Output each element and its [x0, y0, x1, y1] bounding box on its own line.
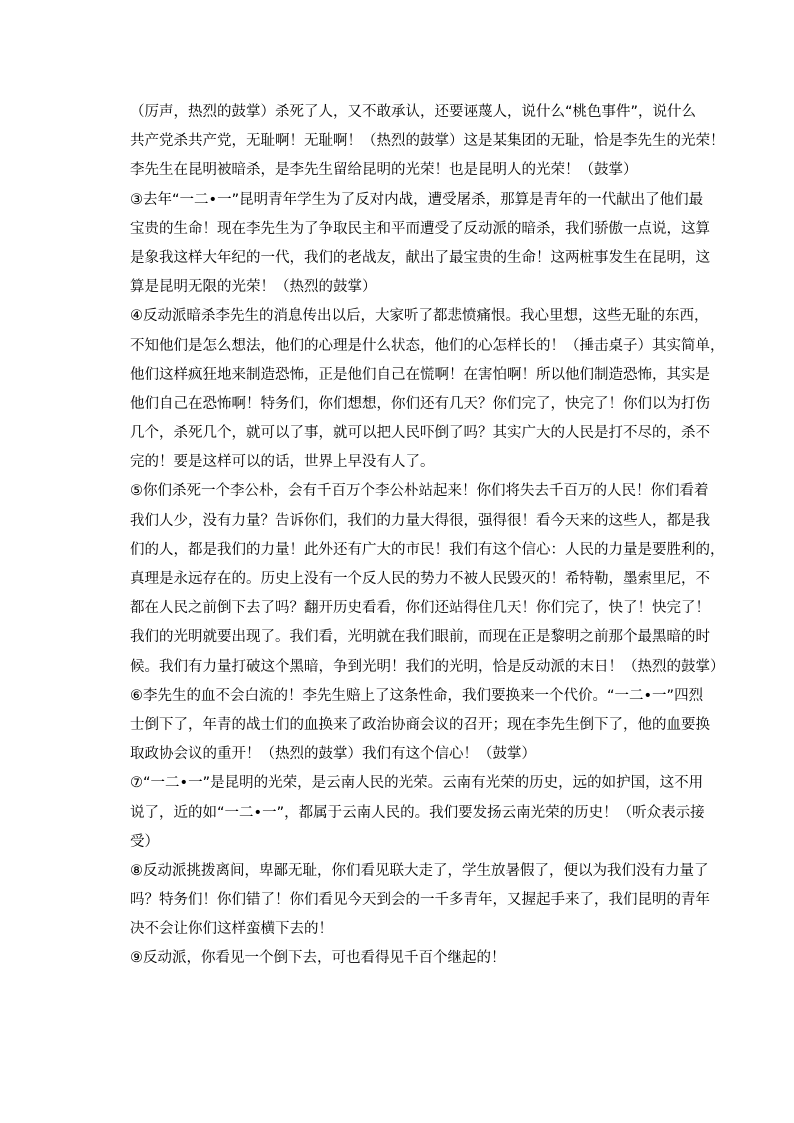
paragraph-8-line-1: ⑧反动派挑拨离间，卑鄙无耻，你们看见联大走了，学生放暑假了，便以为我们没有力量了: [130, 862, 709, 879]
paragraph-5-line-3: 们的人，都是我们的力量！此外还有广大的市民！我们有这个信心：人民的力量是要胜利的，: [130, 541, 725, 558]
paragraph-2-line-1: （厉声，热烈的鼓掌）杀死了人，又不敢承认，还要诬蔑人，说什么“桃色事件”，说什么: [130, 104, 697, 120]
paragraph-7-line-3: 受）: [130, 833, 159, 850]
paragraph-2-line-3: 李先生在昆明被暗杀，是李先生留给昆明的光荣！也是昆明人的光荣！（鼓掌）: [130, 162, 638, 179]
paragraph-5-line-7: 候。我们有力量打破这个黑暗，争到光明！我们的光明，恰是反动派的末日！（热烈的鼓掌）: [130, 658, 725, 675]
document-body: [130, 98, 725, 974]
paragraph-5-line-4: 真理是永远存在的。历史上没有一个反人民的势力不被人民毁灭的！希特勒，墨索里尼，不: [130, 571, 710, 587]
paragraph-3-line-1: ③去年“一二•一”昆明青年学生为了反对内战，遭受屠杀，那算是青年的一代献出了他们最: [130, 191, 704, 208]
paragraph-3-line-4: 算是昆明无限的光荣！（热烈的鼓掌）: [130, 279, 377, 296]
paragraph-5-line-1: ⑤你们杀死一个李公朴，会有千百万个李公朴站起来！你们将失去千百万的人民！你们看着: [130, 483, 709, 500]
paragraph-6-line-1: ⑥李先生的血不会白流的！李先生赔上了这条性命，我们要换来一个代价。“一二•一”四烈: [130, 687, 704, 704]
paragraph-5-line-6: 我们的光明就要出现了。我们看，光明就在我们眼前，而现在正是黎明之前那个最黑暗的时: [130, 629, 710, 646]
paragraph-7-line-1: ⑦“一二•一”是昆明的光荣，是云南人民的光荣。云南有光荣的历史，远的如护国，这不用: [130, 775, 704, 792]
paragraph-4-line-2: 不知他们是怎么想法，他们的心理是什么状态，他们的心怎样长的！（捶击桌子）其实简单，: [130, 337, 725, 354]
paragraph-4-line-3: 他们这样疯狂地来制造恐怖，正是他们自己在慌啊！在害怕啊！所以他们制造恐怖，其实是: [130, 366, 710, 383]
paragraph-9-line-1: ⑨反动派，你看见一个倒下去，可也看得见千百个继起的！: [130, 950, 506, 967]
paragraph-4-line-5: 几个，杀死几个，就可以了事，就可以把人民吓倒了吗？其实广大的人民是打不尽的，杀不: [130, 425, 710, 442]
paragraph-8-line-3: 决不会让你们这样蛮横下去的！: [130, 921, 333, 938]
paragraph-8-line-2: 吗？特务们！你们错了！你们看见今天到会的一千多青年，又握起手来了，我们昆明的青年: [130, 892, 710, 909]
paragraph-4-line-6: 完的！要是这样可以的话，世界上早没有人了。: [130, 454, 435, 471]
paragraph-6-line-2: 士倒下了，年青的战士们的血换来了政治协商会议的召开；现在李先生倒下了，他的血要换: [130, 716, 710, 733]
paragraph-6-line-3: 取政协会议的重开！（热烈的鼓掌）我们有这个信心！（鼓掌）: [130, 746, 536, 763]
paragraph-7-line-2: 说了，近的如“一二•一”，都属于云南人民的。我们要发扬云南光荣的历史！（听众表示接: [130, 804, 705, 821]
paragraph-2-line-2: 共产党杀共产党，无耻啊！无耻啊！（热烈的鼓掌）这是某集团的无耻，恰是李先生的光荣！: [130, 133, 725, 150]
paragraph-5-line-2: 我们人少，没有力量？告诉你们，我们的力量大得很，强得很！看今天来的这些人，都是我: [130, 512, 710, 529]
paragraph-3-line-2: 宝贵的生命！现在李先生为了争取民主和平而遭受了反动派的暗杀，我们骄傲一点说，这算: [130, 220, 710, 237]
paragraph-3-line-3: 是象我这样大年纪的一代，我们的老战友，献出了最宝贵的生命！这两桩事发生在昆明，这: [130, 249, 710, 266]
paragraph-4-line-1: ④反动派暗杀李先生的消息传出以后，大家听了都悲愤痛恨。我心里想，这些无耻的东西，: [130, 308, 709, 325]
paragraph-5-line-5: 都在人民之前倒下去了吗？翻开历史看看，你们还站得住几天！你们完了，快了！快完了！: [130, 600, 710, 617]
paragraph-4-line-4: 他们自己在恐怖啊！特务们，你们想想，你们还有几天？你们完了，快完了！你们以为打伤: [130, 395, 710, 412]
